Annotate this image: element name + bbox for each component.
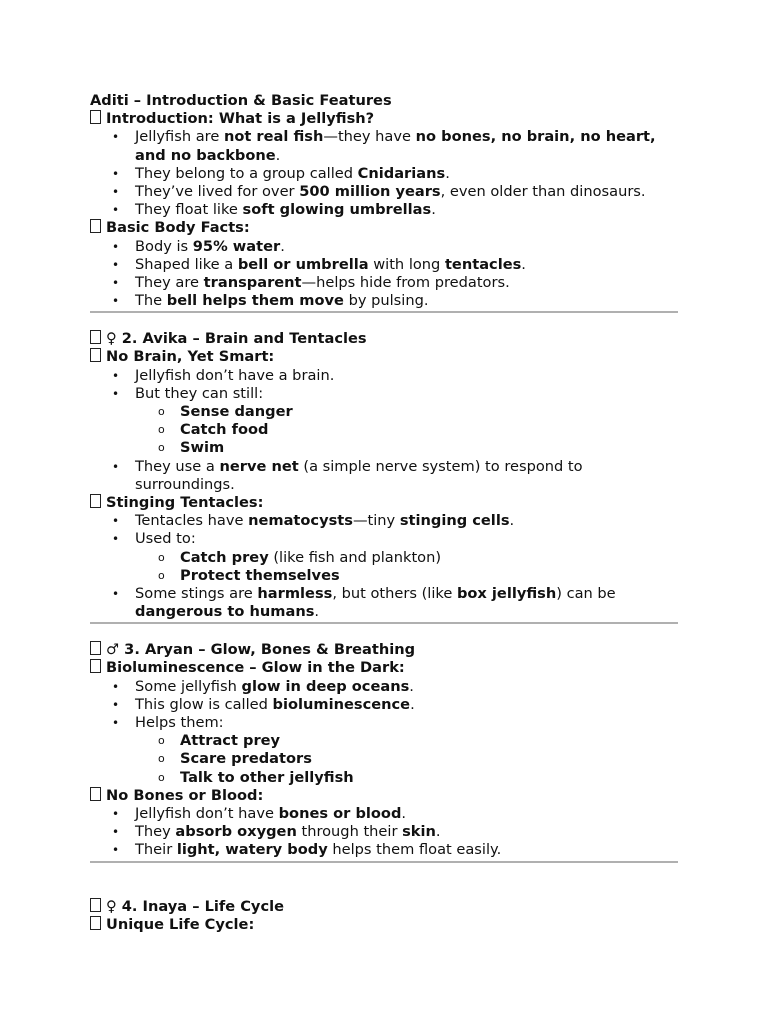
document-content bbox=[90, 92, 680, 934]
heading-stinging-tentacles: Stinging Tentacles: bbox=[90, 494, 680, 512]
list-item: • Helps them: bbox=[90, 714, 680, 732]
list-item: • Body is 95% water. bbox=[90, 238, 680, 256]
heading-bioluminescence: Bioluminescence – Glow in the Dark: bbox=[90, 659, 680, 677]
list-item: • But they can still: bbox=[90, 385, 680, 403]
list-item: • They are transparent—helps hide from predators. bbox=[90, 274, 680, 292]
list-item: • Jellyfish don’t have a brain. bbox=[90, 367, 680, 385]
list-item: • Shaped like a bell or umbrella with long tentacles. bbox=[90, 256, 680, 274]
box-glyph-icon bbox=[90, 348, 101, 362]
sub-list-item: o Talk to other jellyfish bbox=[90, 769, 680, 787]
box-glyph-icon bbox=[90, 219, 101, 233]
list-item-continuation: surroundings. bbox=[135, 475, 235, 493]
list-item: • Jellyfish are not real fish—they have no bones, no brain, no heart, bbox=[90, 128, 680, 146]
box-glyph-icon bbox=[90, 110, 101, 124]
list-item: • Used to: bbox=[90, 530, 680, 548]
sub-list-item: o Attract prey bbox=[90, 732, 680, 750]
box-glyph-icon bbox=[90, 494, 101, 508]
list-item: • They absorb oxygen through their skin. bbox=[90, 823, 680, 841]
list-item: • They’ve lived for over 500 million years, even older than dinosaurs. bbox=[90, 183, 680, 201]
sub-list-item: o Swim bbox=[90, 439, 680, 457]
sub-list-item: o Catch food bbox=[90, 421, 680, 439]
heading-unique-life-cycle: Unique Life Cycle: bbox=[90, 916, 680, 934]
list-item: • Jellyfish don’t have bones or blood. bbox=[90, 805, 680, 823]
list-item: • They float like soft glowing umbrellas. bbox=[90, 201, 680, 219]
section-title-aditi: Aditi – Introduction & Basic Features bbox=[90, 92, 392, 109]
list-item: • This glow is called bioluminescence. bbox=[90, 696, 680, 714]
list-item: • Some stings are harmless, but others (like box jellyfish) can be bbox=[90, 585, 680, 603]
box-glyph-icon bbox=[90, 916, 101, 930]
list-item: • The bell helps them move by pulsing. bbox=[90, 292, 680, 310]
box-glyph-icon bbox=[90, 641, 101, 655]
sub-list-item: o Scare predators bbox=[90, 750, 680, 768]
section-title-inaya: ♀ 4. Inaya – Life Cycle bbox=[90, 898, 680, 916]
box-glyph-icon bbox=[90, 787, 101, 801]
sub-list-item: o Sense danger bbox=[90, 403, 680, 421]
list-item-continuation: and no backbone. bbox=[135, 146, 281, 164]
section-divider bbox=[90, 622, 678, 624]
section-title-avika: ♀ 2. Avika – Brain and Tentacles bbox=[90, 330, 680, 348]
heading-no-brain: No Brain, Yet Smart: bbox=[90, 348, 680, 366]
section-title-aryan: ♂ 3. Aryan – Glow, Bones & Breathing bbox=[90, 641, 680, 659]
list-item: • They belong to a group called Cnidarians. bbox=[90, 165, 680, 183]
list-item: • Some jellyfish glow in deep oceans. bbox=[90, 678, 680, 696]
box-glyph-icon bbox=[90, 659, 101, 673]
section-divider bbox=[90, 311, 678, 313]
sub-list-item: o Catch prey (like fish and plankton) bbox=[90, 549, 680, 567]
list-item: • They use a nerve net (a simple nerve system) to respond to bbox=[90, 458, 680, 476]
list-item: • Tentacles have nematocysts—tiny stinging cells. bbox=[90, 512, 680, 530]
heading-introduction: Introduction: What is a Jellyfish? bbox=[90, 110, 680, 128]
list-item: • Their light, watery body helps them float easily. bbox=[90, 841, 680, 859]
section-divider bbox=[90, 861, 678, 863]
heading-no-bones: No Bones or Blood: bbox=[90, 787, 680, 805]
list-item-continuation: dangerous to humans. bbox=[135, 603, 320, 621]
box-glyph-icon bbox=[90, 330, 101, 344]
sub-list-item: o Protect themselves bbox=[90, 567, 680, 585]
heading-basic-body-facts: Basic Body Facts: bbox=[90, 219, 680, 237]
box-glyph-icon bbox=[90, 898, 101, 912]
